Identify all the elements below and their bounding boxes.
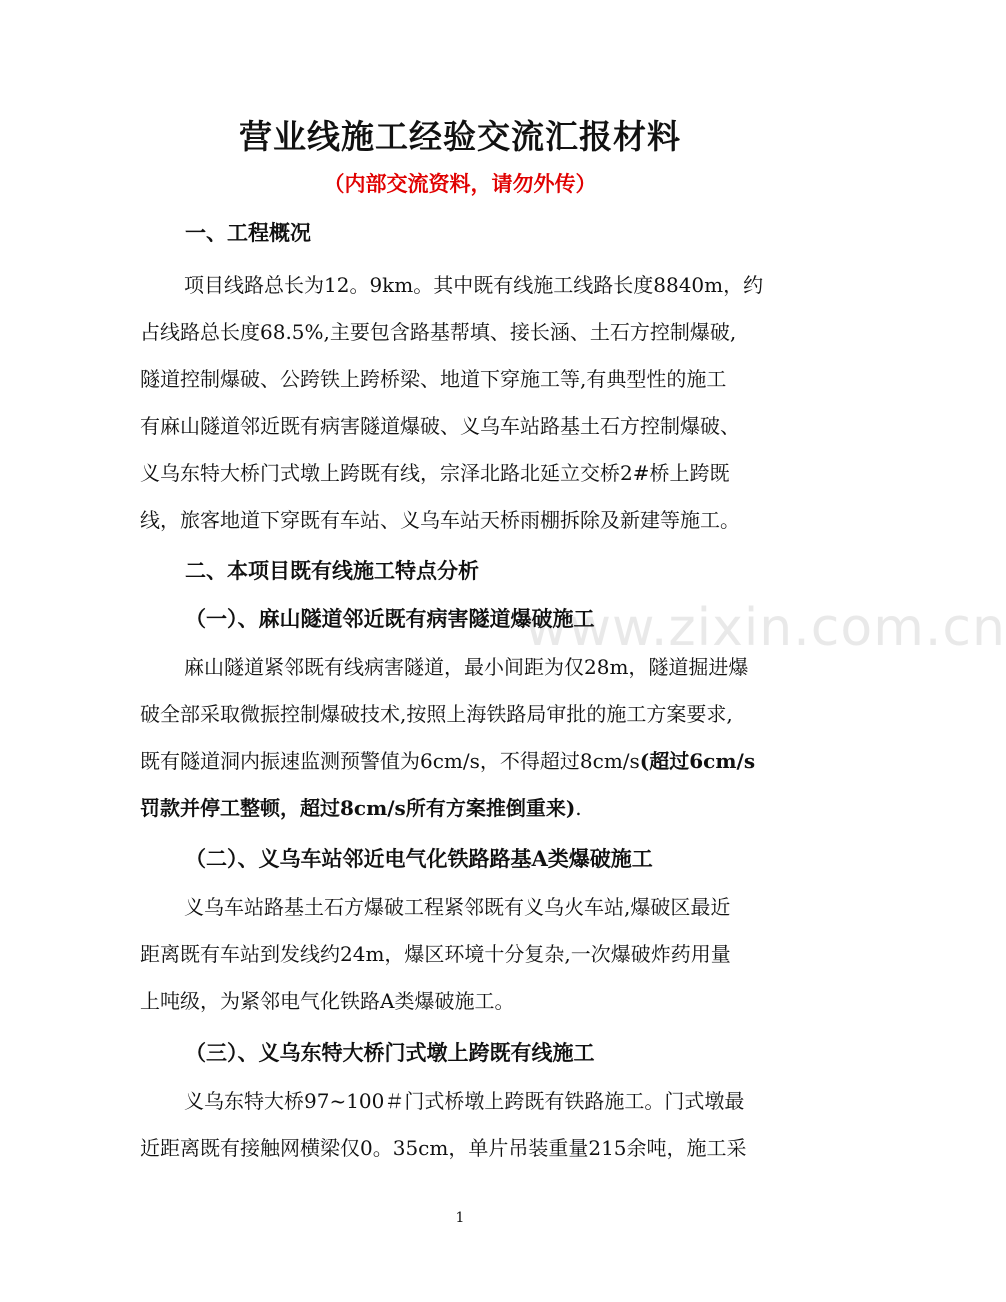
paragraph-line: 项目线路总长为12。9km。其中既有线施工线路长度8840m，约 [184,273,764,297]
paragraph-yiwu-station [140,884,790,1025]
paragraph-line: 有麻山隧道邻近既有病害隧道爆破、义乌车站路基土石方控制爆破、 [140,414,740,438]
paragraph-line: 破全部采取微振控制爆破技术,按照上海铁路局审批的施工方案要求, [140,702,733,726]
subsection-heading-mashan: （一）、麻山隧道邻近既有病害隧道爆破施工 [185,606,595,631]
paragraph-line: 距离既有车站到发线约24m，爆区环境十分复杂,一次爆破炸药用量 [140,942,731,966]
document-subtitle: （内部交流资料，请勿外传） [323,171,597,196]
paragraph-line: 线，旅客地道下穿既有车站、义乌车站天桥雨棚拆除及新建等施工。 [140,508,740,532]
paragraph-line: 义乌车站路基土石方爆破工程紧邻既有义乌火车站,爆破区最近 [184,895,731,919]
paragraph-line [140,738,790,785]
paragraph-mashan [140,644,790,832]
paragraph-line: 占线路总长度68.5%,主要包含路基帮填、接长涵、土石方控制爆破, [140,320,737,344]
paragraph-line: 近距离既有接触网横梁仅0。35cm，单片吊装重量215余吨，施工采 [140,1136,747,1160]
watermark: www.zixin.com.cn [525,598,1006,658]
paragraph-line: 麻山隧道紧邻既有线病害隧道，最小间距为仅28m，隧道掘进爆 [184,655,749,679]
paragraph-overview [140,262,790,544]
section-heading-overview: 一、工程概况 [185,220,311,245]
bold-text: (超过6cm/s [639,749,756,773]
paragraph-line: 义乌东特大桥门式墩上跨既有线，宗泽北路北延立交桥2#桥上跨既 [140,461,730,485]
subsection-heading-yiwu-station: （二）、义乌车站邻近电气化铁路路基A类爆破施工 [185,846,653,871]
page-number: 1 [455,1210,465,1226]
document-title: 营业线施工经验交流汇报材料 [239,117,681,156]
subsection-heading-yiwu-east-bridge: （三）、义乌东特大桥门式墩上跨既有线施工 [185,1040,595,1065]
paragraph-line: 上吨级，为紧邻电气化铁路A类爆破施工。 [140,989,515,1013]
bold-text: 罚款并停工整顿，超过8cm/s所有方案推倒重来) [140,796,576,820]
paragraph-yiwu-east-bridge [140,1078,790,1172]
section-heading-analysis: 二、本项目既有线施工特点分析 [185,558,479,583]
paragraph-line: 隧道控制爆破、公跨铁上跨桥梁、地道下穿施工等,有典型性的施工 [140,367,727,391]
normal-text: . [575,796,582,820]
paragraph-line: 义乌东特大桥97~100＃门式桥墩上跨既有铁路施工。门式墩最 [184,1089,745,1113]
normal-text: 既有隧道洞内振速监测预警值为6cm/s，不得超过8cm/s [140,749,640,773]
paragraph-line [140,785,790,832]
